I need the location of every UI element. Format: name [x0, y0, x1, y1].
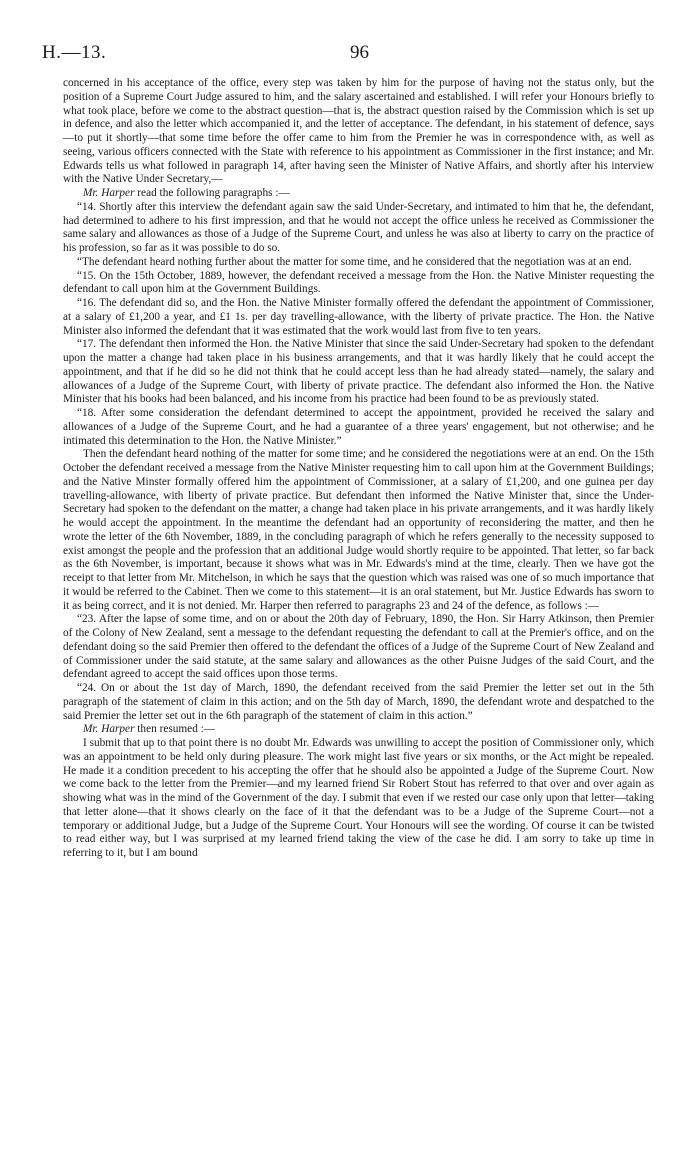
quoted-paragraph: “17. The defendant then informed the Hon. the Native Minister that since the said Under-Secretary had spoken to the defendant upon the matter a change had taken place in his business arrangements, and that it was hardly likely that he could accept the appointment, and that if he did so he did not think that he could accept less than he had already stated—namely, the salary and allowances of a Judge of the Supreme Court, with liberty of private practice. The defendant also informed the Hon. the Native Minister that his books had been balanced, and his income from his practice had been found to be as previously stated.	[63, 338, 654, 406]
speaker-line: Mr. Harper then resumed :—	[83, 723, 216, 736]
quoted-paragraph: “23. After the lapse of some time, and on or about the 20th day of February, 1890, the Hon. Sir Harry Atkinson, then Premier of the Colony of New Zealand, sent a message to the defendant requesting the defendant to call at the Premier's office, and on the defendant doing so the said Premier then offered to the defendant the offices of a Judge of the Supreme Court of New Zealand and of Commissioner under the said statute, at the same salary and allowances as the other Puisne Judges of the said Court, and the defendant agreed to accept the said offices upon those terms.	[63, 613, 654, 681]
quoted-paragraph: “15. On the 15th October, 1889, however, the defendant received a message from the Hon. the Native Minister requesting the defendant to call upon him at the Government Buildings.	[63, 269, 654, 296]
speaker-name: Mr. Harper	[83, 723, 135, 736]
speaker-name: Mr. Harper	[83, 187, 135, 199]
paragraph: I submit that up to that point there is no doubt Mr. Edwards was unwilling to accept the position of Commissioner only, which was an appointment to be held only during pleasure. The work might last five years or six months, or the Act might be repealed. He made it a condition precedent to his accepting the offer that he should also be appointed a Judge of the Supreme Court. Now we come back to the letter from the Premier—and my learned friend Sir Robert Stout has referred to that over and over again as showing what was in the mind of the Government of the day. I submit that even if we rested our case only upon that letter—taking that letter alone—that it shows clearly on the face of it that the defendant was to be a Judge of the Supreme Court—not a temporary or additional Judge, but a Judge of the Supreme Court. Your Honours will see the wording. Of course it can be twisted to read either way, but I was surprised at my learned friend taking the view of the case he did. I am sorry to take up time in referring to it, but I am bound	[63, 737, 654, 859]
quoted-paragraph: “18. After some consideration the defendant determined to accept the appointment, provided he received the salary and allowances of a Judge of the Supreme Court, and he had a guarantee of a three years' engagement, but not otherwise; and he intimated this determination to the Hon. the Native Minister.”	[63, 407, 654, 447]
quoted-paragraph: “16. The defendant did so, and the Hon. the Native Minister formally offered the defendant the appointment of Commissioner, at a salary of £1,200 a year, and £1 1s. per day travelling-allowance, with the liberty of private practice. The Hon. the Native Minister also informed the defendant that it was estimated that the work would last from five to ten years.	[63, 297, 654, 337]
quoted-paragraph: “24. On or about the 1st day of March, 1890, the defendant received from the said Premier the letter set out in the 5th paragraph of the statement of claim in this action; and on the 5th day of March, 1890, the defendant wrote and despatched to the said Premier the letter set out in the 6th paragraph of the statement of claim in this action.”	[63, 682, 654, 722]
quoted-paragraph: “14. Shortly after this interview the defendant again saw the said Under-Secretary, and intimated to him that he, the defendant, had determined to adhere to his first impression, and that he would not accept the office unless he received as Commissioner the same salary and allowances as those of a Judge of the Supreme Court, and unless he was also at liberty to carry on the practice of his profession, so far as it was possible to do so.	[63, 200, 654, 254]
document-id: H.—13.	[42, 42, 107, 63]
paragraph: Then the defendant heard nothing of the matter for some time; and he considered the negotiations were at an end. On the 15th October the defendant received a message from the Native Minister requesting him to call upon him at the Government Buildings; and the Native Minster formally offered him the appointment of Commissioner, at a salary of £1,200, and one guinea per day travelling-allowance, with liberty of private practice. But defendant then informed the Native Minister that, since the Under-Secretary had spoken to the defendant on the matter, a change had taken place in his private arrangements, and it was hardly likely he would accept the appointment. In the meantime the defendant had an opportunity of reconsidering the matter, and then he wrote the letter of the 6th November, 1889, in the concluding paragraph of which he refers generally to the necessity supposed to exist amongst the people and the profession that an additional Judge would shortly require to be appointed. That letter, so far back as the 6th November, is important, because it shows what was in Mr. Edwards's mind at the time, clearly. Then we have got the receipt to that letter from Mr. Mitchelson, in which he says that the question which was raised was one of so much importance that it would be referred to the Cabinet. Then we come to this statement—it is an oral statement, but Mr. Justice Edwards has sworn to it as being correct, and it is not denied. Mr. Harper then referred to paragraphs 23 and 24 of the defence, as follows :—	[63, 448, 654, 612]
page-header	[42, 42, 654, 66]
page-number: 96	[350, 42, 369, 63]
speaker-line: Mr. Harper read the following paragraphs :—	[83, 187, 290, 199]
quoted-paragraph: “The defendant heard nothing further about the matter for some time, and he considered that the negotiation was at an end.	[77, 255, 632, 268]
paragraph: concerned in his acceptance of the office, every step was taken by him for the purpose of having not the status only, but the position of a Supreme Court Judge assured to him, and the salary ascertained and established. I will refer your Honours briefly to what took place, before we come to the abstract question—that is, the abstract question raised by the Commission which is set up in defence, and also the letter which accompanied it, and the letter of acceptance. The defendant, in his statement of defence, says—to put it shortly—that some time before the offer came to him from the Premier he was in correspondence with, as well as seeing, various officers connected with the State with reference to his appointment as Commissioner in the first instance; and Mr. Edwards tells us what followed in paragraph 14, after having seen the Minister of Native Affairs, and shortly after his interview with the Native Under Secretary,—	[63, 77, 654, 186]
document-body	[63, 77, 654, 861]
